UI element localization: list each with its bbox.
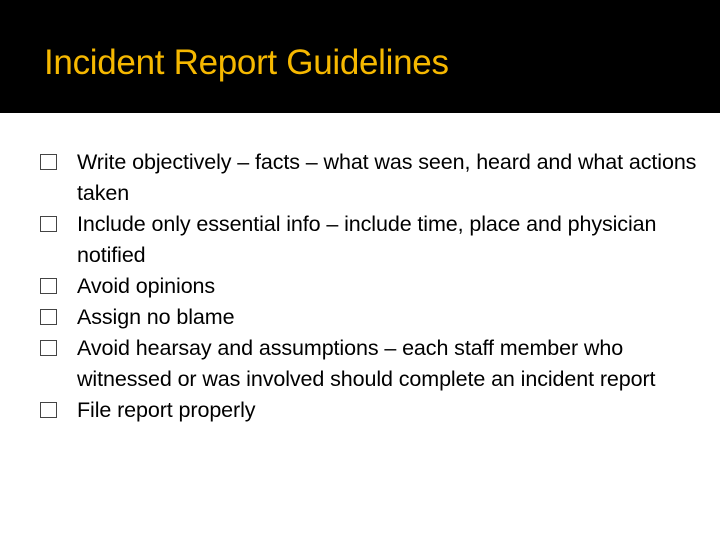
bullet-item [40,395,700,426]
bullet-item [40,271,700,302]
bullet-item [40,209,700,271]
bullet-square-icon [40,402,57,418]
bullet-item [40,147,700,209]
bullet-text: Avoid hearsay and assumptions – each staff member who witnessed or was involved should complete an incident report [77,336,656,391]
title-bar [0,0,720,113]
bullet-list [40,147,700,426]
bullet-item [40,333,700,395]
bullet-square-icon [40,309,57,325]
bullet-text: Avoid opinions [77,274,216,298]
bullet-text: Assign no blame [77,305,235,329]
bullet-item [40,302,700,333]
bullet-text: File report properly [77,398,256,422]
bullet-square-icon [40,278,57,294]
bullet-text: Include only essential info – include time, place and physician notified [77,212,657,267]
slide-title: Incident Report Guidelines [44,43,449,82]
bullet-square-icon [40,216,57,232]
bullet-text: Write objectively – facts – what was seen, heard and what actions taken [77,150,697,205]
bullet-square-icon [40,154,57,170]
bullet-square-icon [40,340,57,356]
